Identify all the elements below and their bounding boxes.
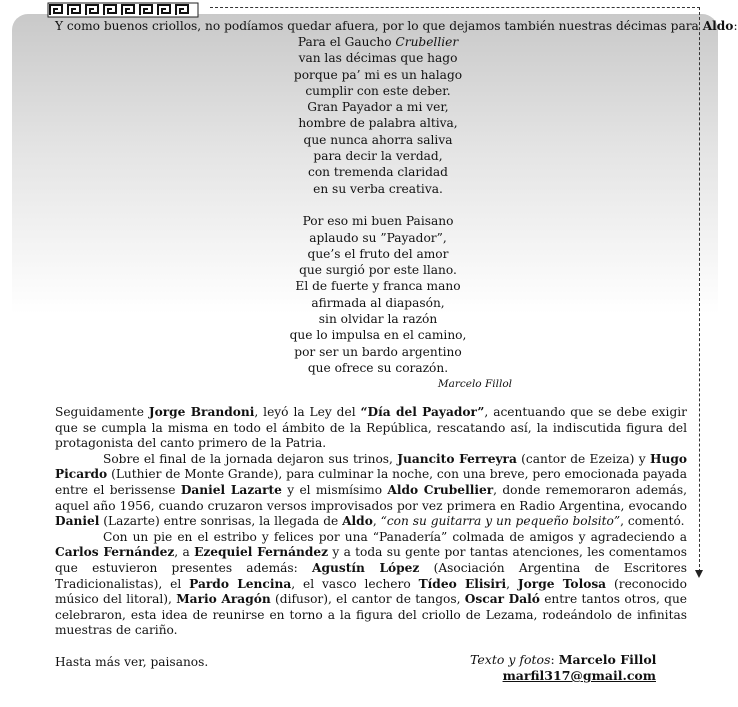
credits-email-line: [470, 668, 656, 684]
arrow-down-icon: [695, 570, 703, 578]
poem-line: para decir la verdad,: [313, 149, 443, 164]
poem-line: cumplir con este deber.: [305, 83, 451, 98]
poem-line: que lo impulsa en el camino,: [289, 328, 467, 343]
poem-line: por ser un bardo argentino: [294, 344, 462, 359]
credits-author-line: Texto y fotos: Marcelo Fillol: [470, 652, 657, 667]
paragraph-agradecimientos: Con un pie en el estribo y felices por una “Panadería” colmada de amigos y agradeciendo a Carlos Fernández, a Ezequiel Fernández y a toda su gente por tantas atenciones, les comentamos que estuvieron presentes además: Agustín López (Asociación Argentina de Escritores Tradicionalistas), el Pardo Lencina, el vasco lechero Tídeo Elisiri, Jorge Tolosa (reconocido músico del litoral), Mario Aragón (difusor), el cantor de tangos, Oscar Daló entre tantos otros, que celebraron, esta idea de reunirse en torno a la figura del criollo de Lezama, rodeándolo de infinitas muestras de cariño.: [55, 529, 688, 638]
poem-line: afirmada al diapasón,: [311, 295, 445, 310]
poem-line: que surgió por este llano.: [299, 263, 457, 278]
poem-line: aplaudo su ”Payador”,: [309, 230, 447, 245]
dashed-guide-right: [699, 7, 700, 572]
poem: [248, 34, 512, 393]
paragraph-final-jornada: Sobre el final de la jornada dejaron sus trinos, Juancito Ferreyra (cantor de Ezeiza) y Hugo Picardo (Luthier de Monte Grande), para culminar la noche, con una breve, pero emocionada payada entre el berissense Daniel Lazarte y el mismísimo Aldo Crubellier, donde rememoraron además, aquel año 1956, cuando cruzaron versos improvisados por vez primera en Radio Argentina, evocando Daniel (Lazarte) entre sonrisas, la llegada de Aldo, “con su guitarra y un pequeño bolsito”, comentó.: [55, 451, 687, 529]
poem-line: El de fuerte y franca mano: [295, 279, 461, 294]
email-link[interactable]: marfil317@gmail.com: [502, 668, 656, 683]
stanza-gap: [248, 197, 508, 213]
paragraph-ley-payador: Seguidamente Jorge Brandoni, leyó la Ley del “Día del Payador”, acentuando que se debe exigir que se cumpla la misma en todo el ámbito de la República, rescatando así, la indiscutida figura del protagonista del canto primero de la Patria.: [55, 405, 687, 451]
dashed-guide-top: [210, 7, 700, 8]
poem-line: sin olvidar la razón: [318, 312, 438, 327]
poem-line: con tremenda claridad: [308, 165, 448, 180]
poem-signature: Marcelo Fillol: [437, 378, 512, 391]
poem-line: hombre de palabra altiva,: [298, 116, 458, 131]
poem-title: Para el Gaucho Crubellier: [297, 35, 459, 49]
poem-line: Gran Payador a mi ver,: [307, 100, 449, 115]
poem-line: que’s el fruto del amor: [307, 246, 449, 261]
poem-line: en su verba creativa.: [313, 181, 443, 196]
greek-key-ornament: [48, 3, 198, 17]
article-body: [55, 405, 687, 670]
poem-line: porque pa’ mi es un halago: [293, 67, 463, 82]
credits: [470, 652, 656, 684]
poem-line: Por eso mi buen Paisano: [302, 214, 454, 229]
intro-name: Aldo: [702, 19, 734, 33]
intro-text: Y como buenos criollos, no podíamos quedar afuera, por lo que dejamos también nuestras décimas para: [55, 19, 703, 33]
closing-line: Hasta más ver, paisanos.: [55, 654, 209, 669]
poem-line: que ofrece su corazón.: [307, 360, 449, 375]
intro-line: [55, 18, 738, 34]
poem-line: van las décimas que hago: [298, 51, 458, 66]
intro-colon: :: [733, 19, 738, 33]
poem-line: que nunca ahorra saliva: [303, 132, 453, 147]
